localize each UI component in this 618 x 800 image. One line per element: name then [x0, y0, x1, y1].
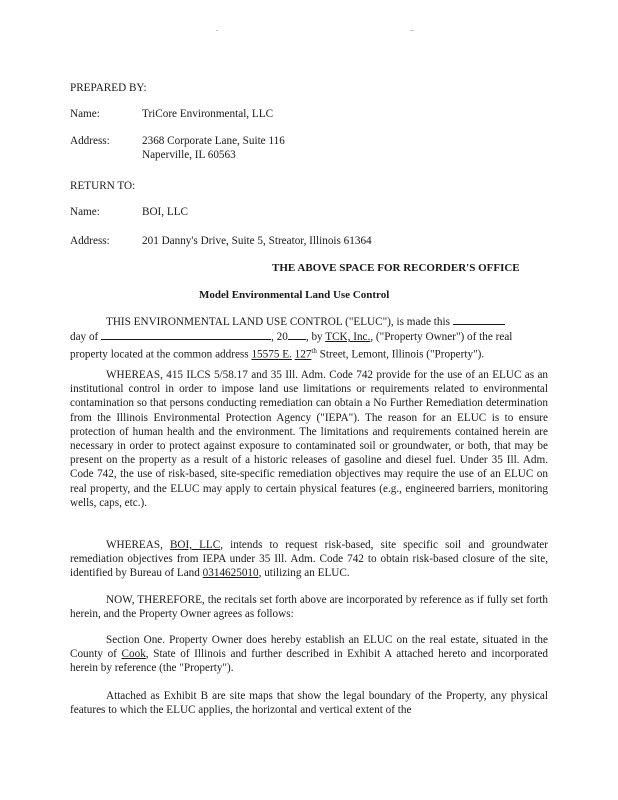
intro-year-prefix: , 20 — [271, 331, 288, 343]
address-rest: Street, Lemont, Illinois ("Property"). — [319, 348, 485, 361]
whereas-2-party: BOI, LLC — [169, 539, 221, 551]
prepared-address-label: Address: — [70, 135, 110, 147]
intro-by: , by — [305, 331, 323, 343]
prepared-by-label: PREPARED BY: — [70, 82, 147, 94]
section-one-mid: , State of Illinois and further described in Exhibit A attached hereto and incorporated herein by reference (the "Property"). — [70, 648, 549, 675]
year-blank — [288, 329, 306, 340]
intro-line-1 — [106, 314, 505, 329]
intro-dayof: day of — [70, 331, 99, 343]
prepared-name-label: Name: — [70, 108, 100, 120]
address-street: 127 — [294, 348, 312, 361]
return-address-label: Address: — [70, 235, 110, 247]
return-name-value: BOI, LLC — [142, 206, 188, 218]
therefore-text: NOW, THEREFORE, the recitals set forth above are incorporated by reference as if fully set forth herein, and the Property Owner agrees as follows: — [70, 594, 548, 621]
whereas-paragraph-2 — [70, 538, 548, 581]
return-name-label: Name: — [70, 206, 100, 218]
property-owner-name: TCK, Inc. — [325, 331, 371, 343]
return-address-value: 201 Danny's Drive, Suite 5, Streator, Illinois 61364 — [142, 235, 372, 247]
intro-text-1: THIS ENVIRONMENTAL LAND USE CONTROL ("ELUC"), is made this — [106, 316, 450, 328]
intro-line-2 — [70, 329, 512, 344]
section-one-paragraph — [70, 633, 548, 676]
intro-line-3 — [70, 344, 484, 362]
bureau-of-land-id: 0314625010 — [202, 567, 259, 580]
whereas-2-mid: , intends to request risk-based, site specific soil and groundwater remediation objectives from IEPA under 35 Ill. Adm. Code 742 to obtain risk-based closure of the site, identified by Bureau of Land — [70, 539, 548, 580]
document-title: Model Environmental Land Use Control — [199, 289, 390, 301]
whereas-paragraph-1 — [70, 368, 548, 510]
intro-owner-suffix: , ("Property Owner") of the real — [370, 331, 513, 343]
address-number: 15575 E. — [251, 348, 292, 361]
whereas-2-post: , utilizing an ELUC. — [258, 567, 350, 580]
header-mark-left: . — [216, 24, 218, 33]
header-mark-right: .. — [410, 24, 414, 33]
county-name: Cook — [121, 648, 146, 661]
whereas-1-text: WHEREAS, 415 ILCS 5/58.17 and 35 Ill. Adm. Code 742 provide for the use of an ELUC as an institutional control in order to impose land use limitations or requirements related to environmental contamination so that persons conducting remediation can obtain a No Further Remediation determination from the Illinois Environmental Protection Agency ("IEPA"). The reason for an ELUC is to ensure protection of human health and the environment. The limitations and requirements contained herein are necessary in order to protect against exposure to contaminated soil or groundwater, or both, that may be present on the property as a result of a historic releases of gasoline and diesel fuel. Under 35 Ill. Adm. Code 742, the use of risk-based, site-specific remediation objectives may require the use of an ELUC on real property, and the ELUC may apply to certain physical features (e.g., engineered barriers, monitoring wells, caps, etc.). — [70, 369, 548, 509]
recorder-heading: THE ABOVE SPACE FOR RECORDER'S OFFICE — [272, 262, 520, 274]
intro-address-prefix: property located at the common address — [70, 348, 249, 361]
therefore-paragraph — [70, 593, 548, 621]
prepared-address-line1: 2368 Corporate Lane, Suite 116 — [142, 135, 285, 147]
whereas-2-pre: WHEREAS, — [106, 539, 163, 551]
return-to-label: RETURN TO: — [70, 180, 136, 192]
day-blank — [453, 314, 505, 325]
section-one-pre: Section One. Property Owner does hereby establish an ELUC on the real estate, situated in the County of — [70, 634, 548, 661]
address-sup: th — [311, 347, 317, 355]
exhibit-b-text: Attached as Exhibit B are site maps that show the legal boundary of the Property, any physical features to which the ELUC applies, the horizontal and vertical extent of the — [70, 690, 548, 717]
prepared-address-line2: Naperville, IL 60563 — [142, 149, 236, 161]
prepared-name-value: TriCore Environmental, LLC — [142, 108, 274, 120]
month-blank — [101, 329, 271, 340]
exhibit-b-paragraph — [70, 689, 548, 717]
